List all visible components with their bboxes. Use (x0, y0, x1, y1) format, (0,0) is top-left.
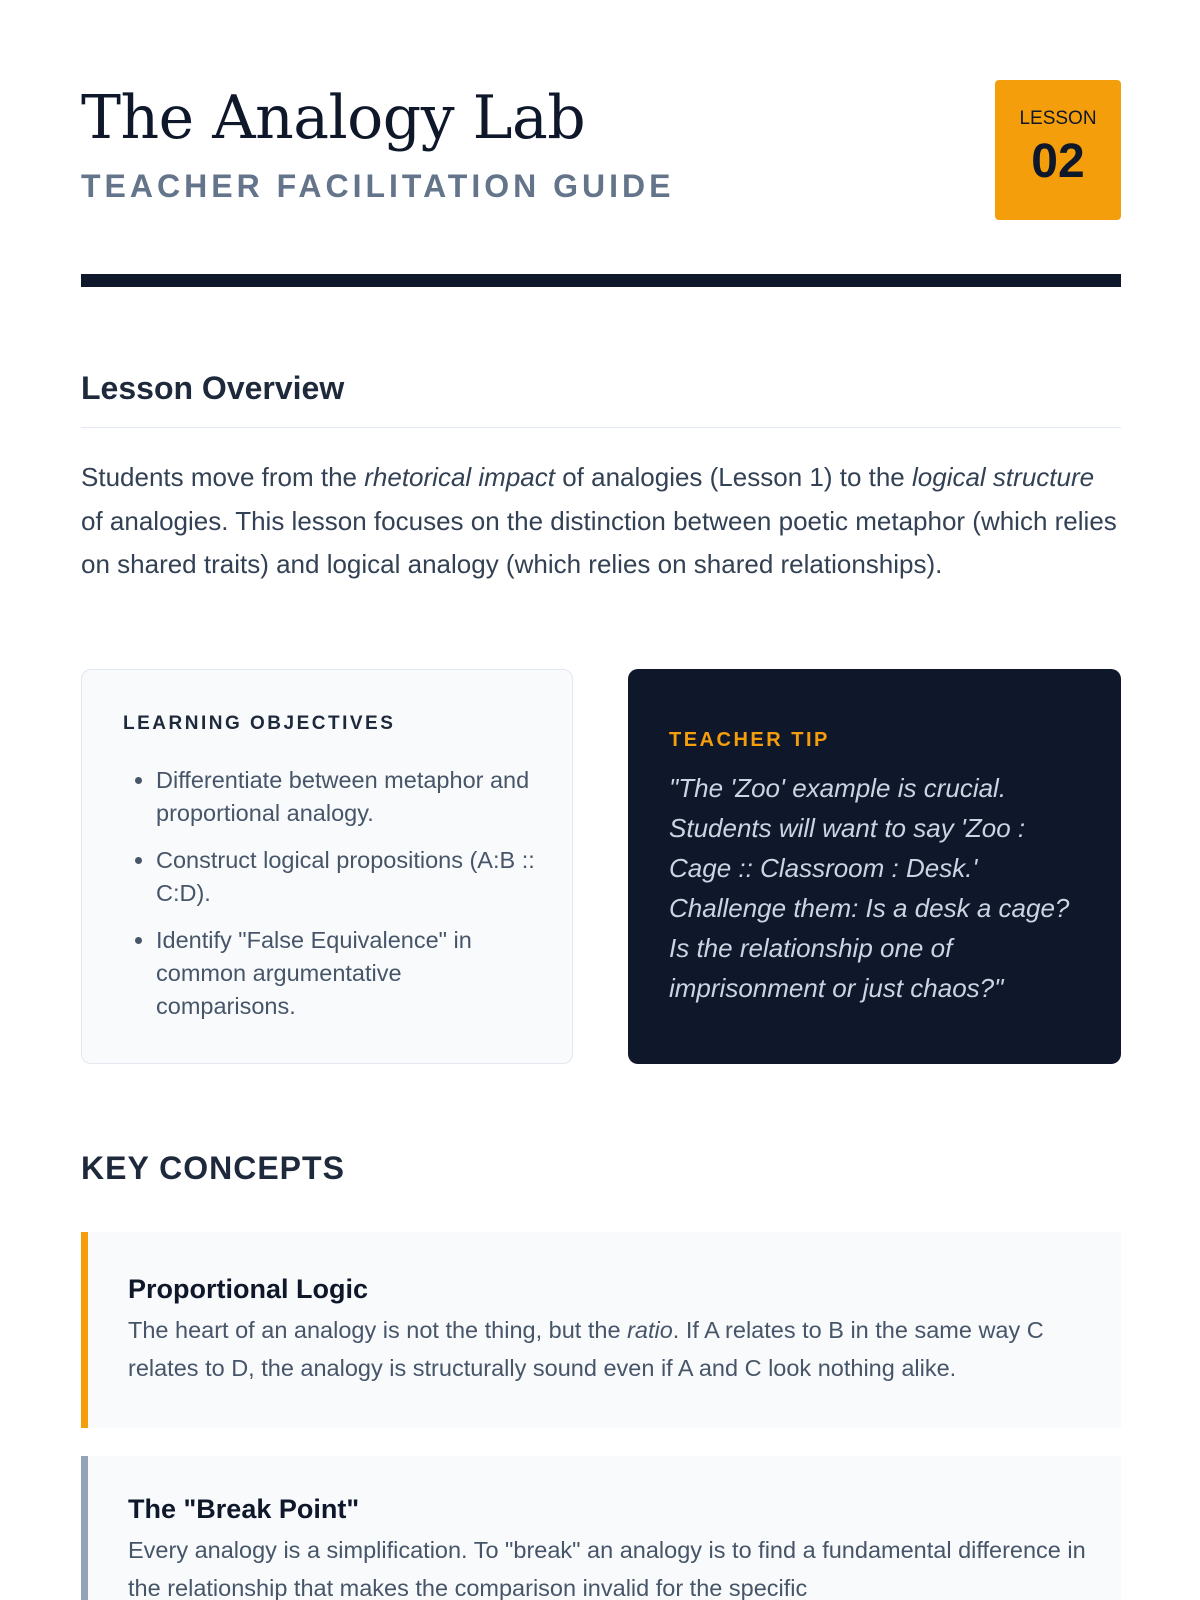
page-title: The Analogy Lab (81, 83, 586, 153)
lesson-badge-label: LESSON (1019, 108, 1097, 129)
teacher-tip-quote: "The 'Zoo' example is crucial. Students will want to say 'Zoo : Cage :: Classroom : Desk.' Challenge them: Is a desk a cage? Is the relationship one of imprisonment or just chaos?" (669, 773, 1070, 1003)
concept-title: The "Break Point" (128, 1494, 360, 1524)
concept-card-break-point (81, 1456, 1121, 1600)
concept-emphasis: ratio (627, 1317, 673, 1343)
overview-paragraph (81, 456, 1121, 587)
objective-item: • Construct logical propositions (A:B :: C:D). (156, 844, 546, 910)
teacher-tip-title: TEACHER TIP (669, 729, 830, 751)
page-header (81, 80, 1121, 230)
page-subtitle: TEACHER FACILITATION GUIDE (81, 168, 675, 204)
overview-emphasis-1: rhetorical impact (364, 462, 555, 492)
overview-heading: Lesson Overview (81, 370, 345, 406)
concept-text (128, 1311, 1088, 1387)
objective-item: • Differentiate between metaphor and proportional analogy. (156, 764, 546, 830)
overview-text-3: of analogies. This lesson focuses on the distinction between poetic metaphor (which relies on shared traits) and logical analogy (which relies on shared relationships). (81, 505, 1117, 579)
guide-page (81, 0, 1121, 1600)
objective-item: • Identify "False Equivalence" in common argumentative comparisons. (156, 924, 546, 1023)
concept-text-part-1: The heart of an analogy is not the thing, but the (128, 1317, 628, 1343)
lesson-badge-number: 02 (1031, 135, 1085, 188)
objectives-title: LEARNING OBJECTIVES (123, 713, 396, 734)
key-concepts-heading: KEY CONCEPTS (81, 1150, 345, 1186)
overview-text-1: Students move from the (81, 462, 365, 492)
header-divider (81, 274, 1121, 287)
overview-divider (81, 427, 1121, 428)
lesson-badge (995, 80, 1121, 220)
teacher-tip-card (628, 669, 1121, 1064)
concept-card-proportional-logic (81, 1232, 1121, 1428)
concept-text-part-2: . If A relates to B in the same way C relates to D, the analogy is structurally sound even if A and C look nothing alike. (128, 1317, 1044, 1381)
concept-title: Proportional Logic (128, 1274, 368, 1304)
overview-text-2: of analogies (Lesson 1) to the (554, 462, 912, 492)
concept-text: Every analogy is a simplification. To "break" an analogy is to find a fundamental difference in the relationship that makes the comparison invalid for the specific (128, 1537, 1086, 1600)
learning-objectives-card (81, 669, 573, 1064)
overview-emphasis-2: logical structure (912, 462, 1095, 492)
objectives-list (156, 764, 546, 1037)
